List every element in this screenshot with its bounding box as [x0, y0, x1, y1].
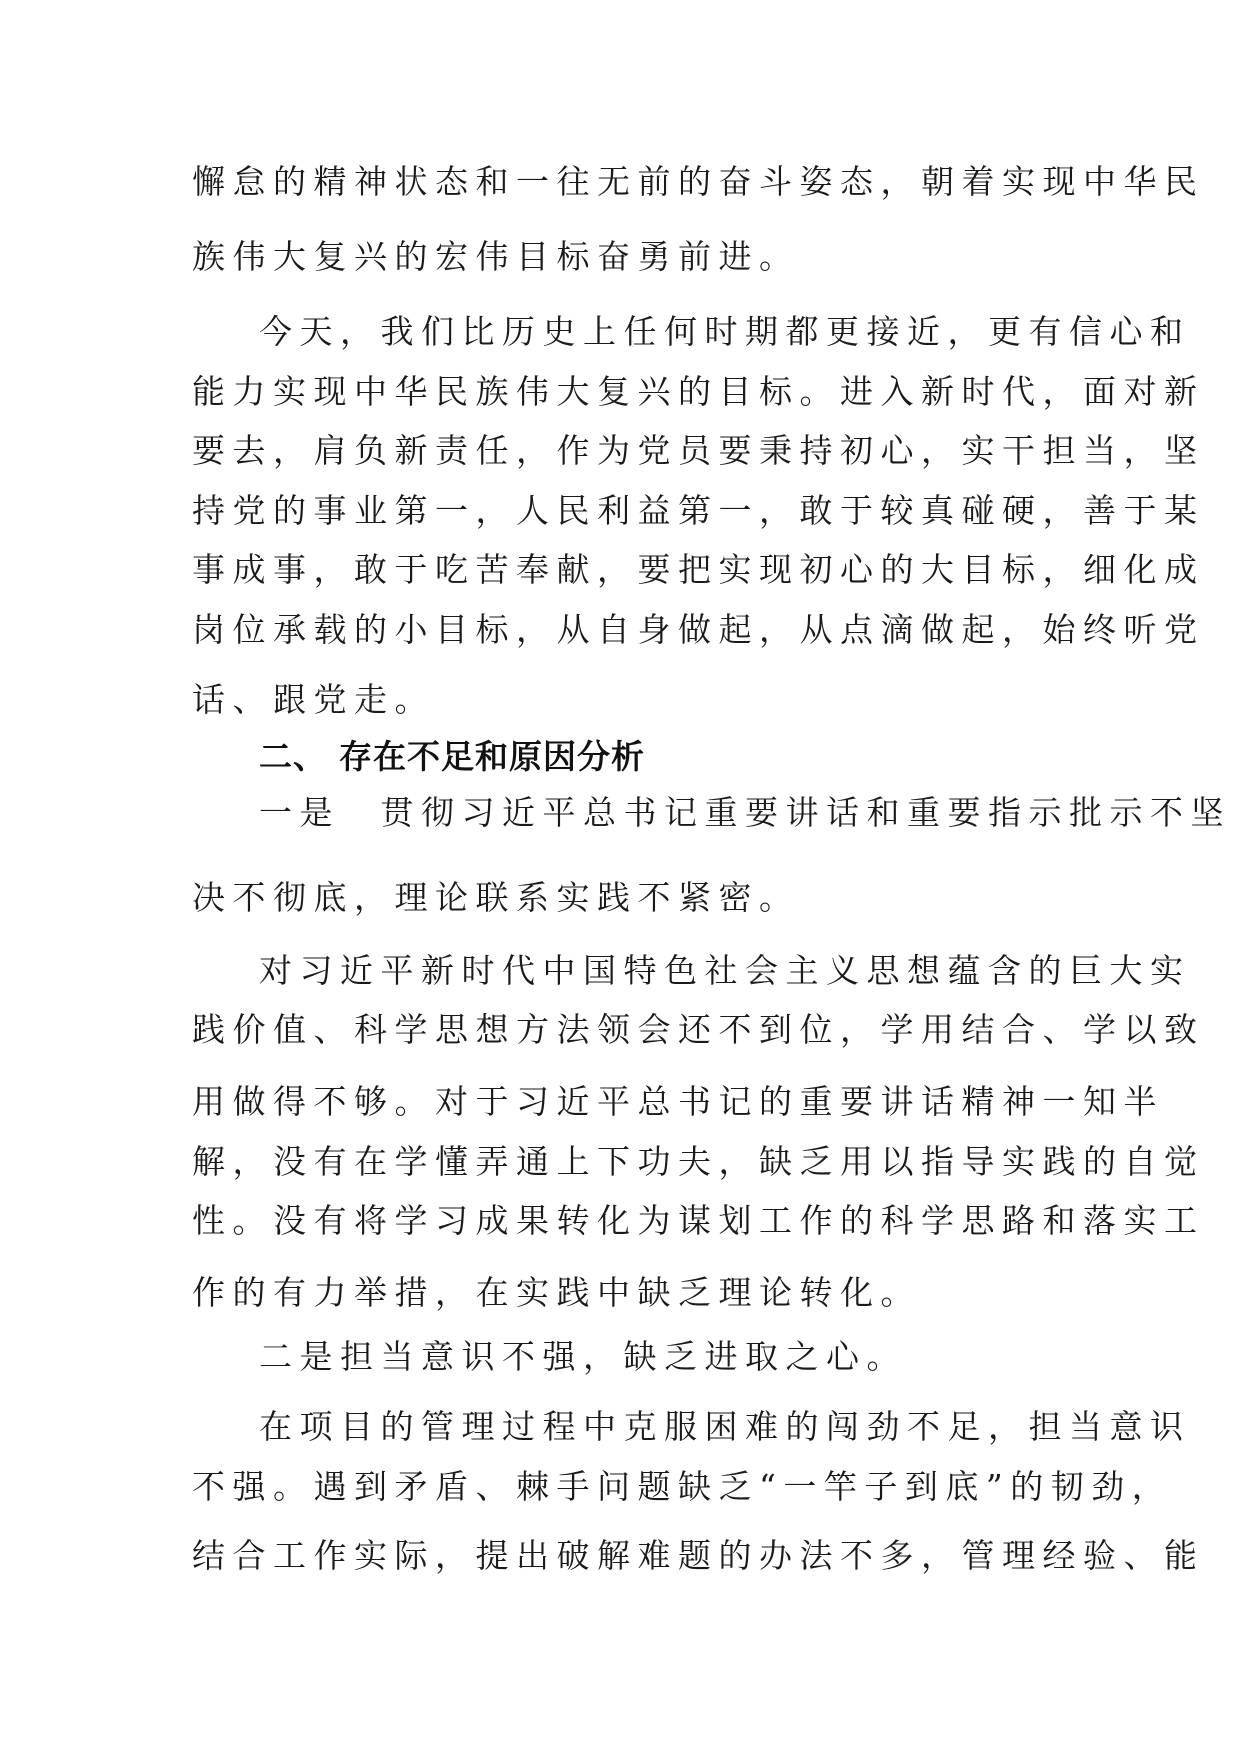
paragraph-line: 不强。遇到矛盾、棘手问题缺乏“一竿子到底”的韧劲，: [192, 1467, 1173, 1506]
paragraph-line: 今天，我们比历史上任何时期都更接近，更有信心和: [259, 312, 1191, 351]
paragraph-line: 践价值、科学思想方法领会还不到位，学用结合、学以致: [192, 1010, 1205, 1049]
paragraph-line: 岗位承载的小目标，从自身做起，从点滴做起，始终听党: [192, 610, 1205, 649]
paragraph-line: 要去，肩负新责任，作为党员要秉持初心，实干担当，坚: [192, 431, 1205, 470]
paragraph-line: 族伟大复兴的宏伟目标奋勇前进。: [192, 237, 800, 276]
paragraph-line: 话、跟党走。: [192, 680, 435, 719]
paragraph-line: 对习近平新时代中国特色社会主义思想蕴含的巨大实: [259, 951, 1191, 990]
section-heading-title: 存在不足和原因分析: [339, 737, 645, 776]
paragraph-line: 解，没有在学懂弄通上下功夫，缺乏用以指导实践的自觉: [192, 1142, 1205, 1181]
paragraph-line: 结合工作实际，提出破解难题的办法不多，管理经验、能: [192, 1536, 1205, 1575]
section-heading: [259, 737, 645, 777]
paragraph-line: 二是担当意识不强，缺乏进取之心。: [259, 1337, 907, 1376]
paragraph-line: 决不彻底，理论联系实践不紧密。: [192, 878, 800, 917]
section-heading-number: 二、: [259, 737, 327, 776]
paragraph-line: 能力实现中华民族伟大复兴的目标。进入新时代，面对新: [192, 372, 1205, 411]
paragraph-line: 在项目的管理过程中克服困难的闯劲不足，担当意识: [259, 1407, 1191, 1446]
paragraph-line: 懈怠的精神状态和一往无前的奋斗姿态，朝着实现中华民: [192, 162, 1205, 201]
paragraph-line: 持党的事业第一，人民利益第一，敢于较真碰硬，善于某: [192, 491, 1205, 530]
paragraph-line: 作的有力举措，在实践中缺乏理论转化。: [192, 1273, 921, 1312]
paragraph-line: 一是 贯彻习近平总书记重要讲话和重要指示批示不坚: [259, 793, 1231, 832]
paragraph-line: 性。没有将学习成果转化为谋划工作的科学思路和落实工: [192, 1201, 1205, 1240]
paragraph-line: 用做得不够。对于习近平总书记的重要讲话精神一知半: [192, 1082, 1164, 1121]
paragraph-line: 事成事，敢于吃苦奉献，要把实现初心的大目标，细化成: [192, 550, 1205, 589]
